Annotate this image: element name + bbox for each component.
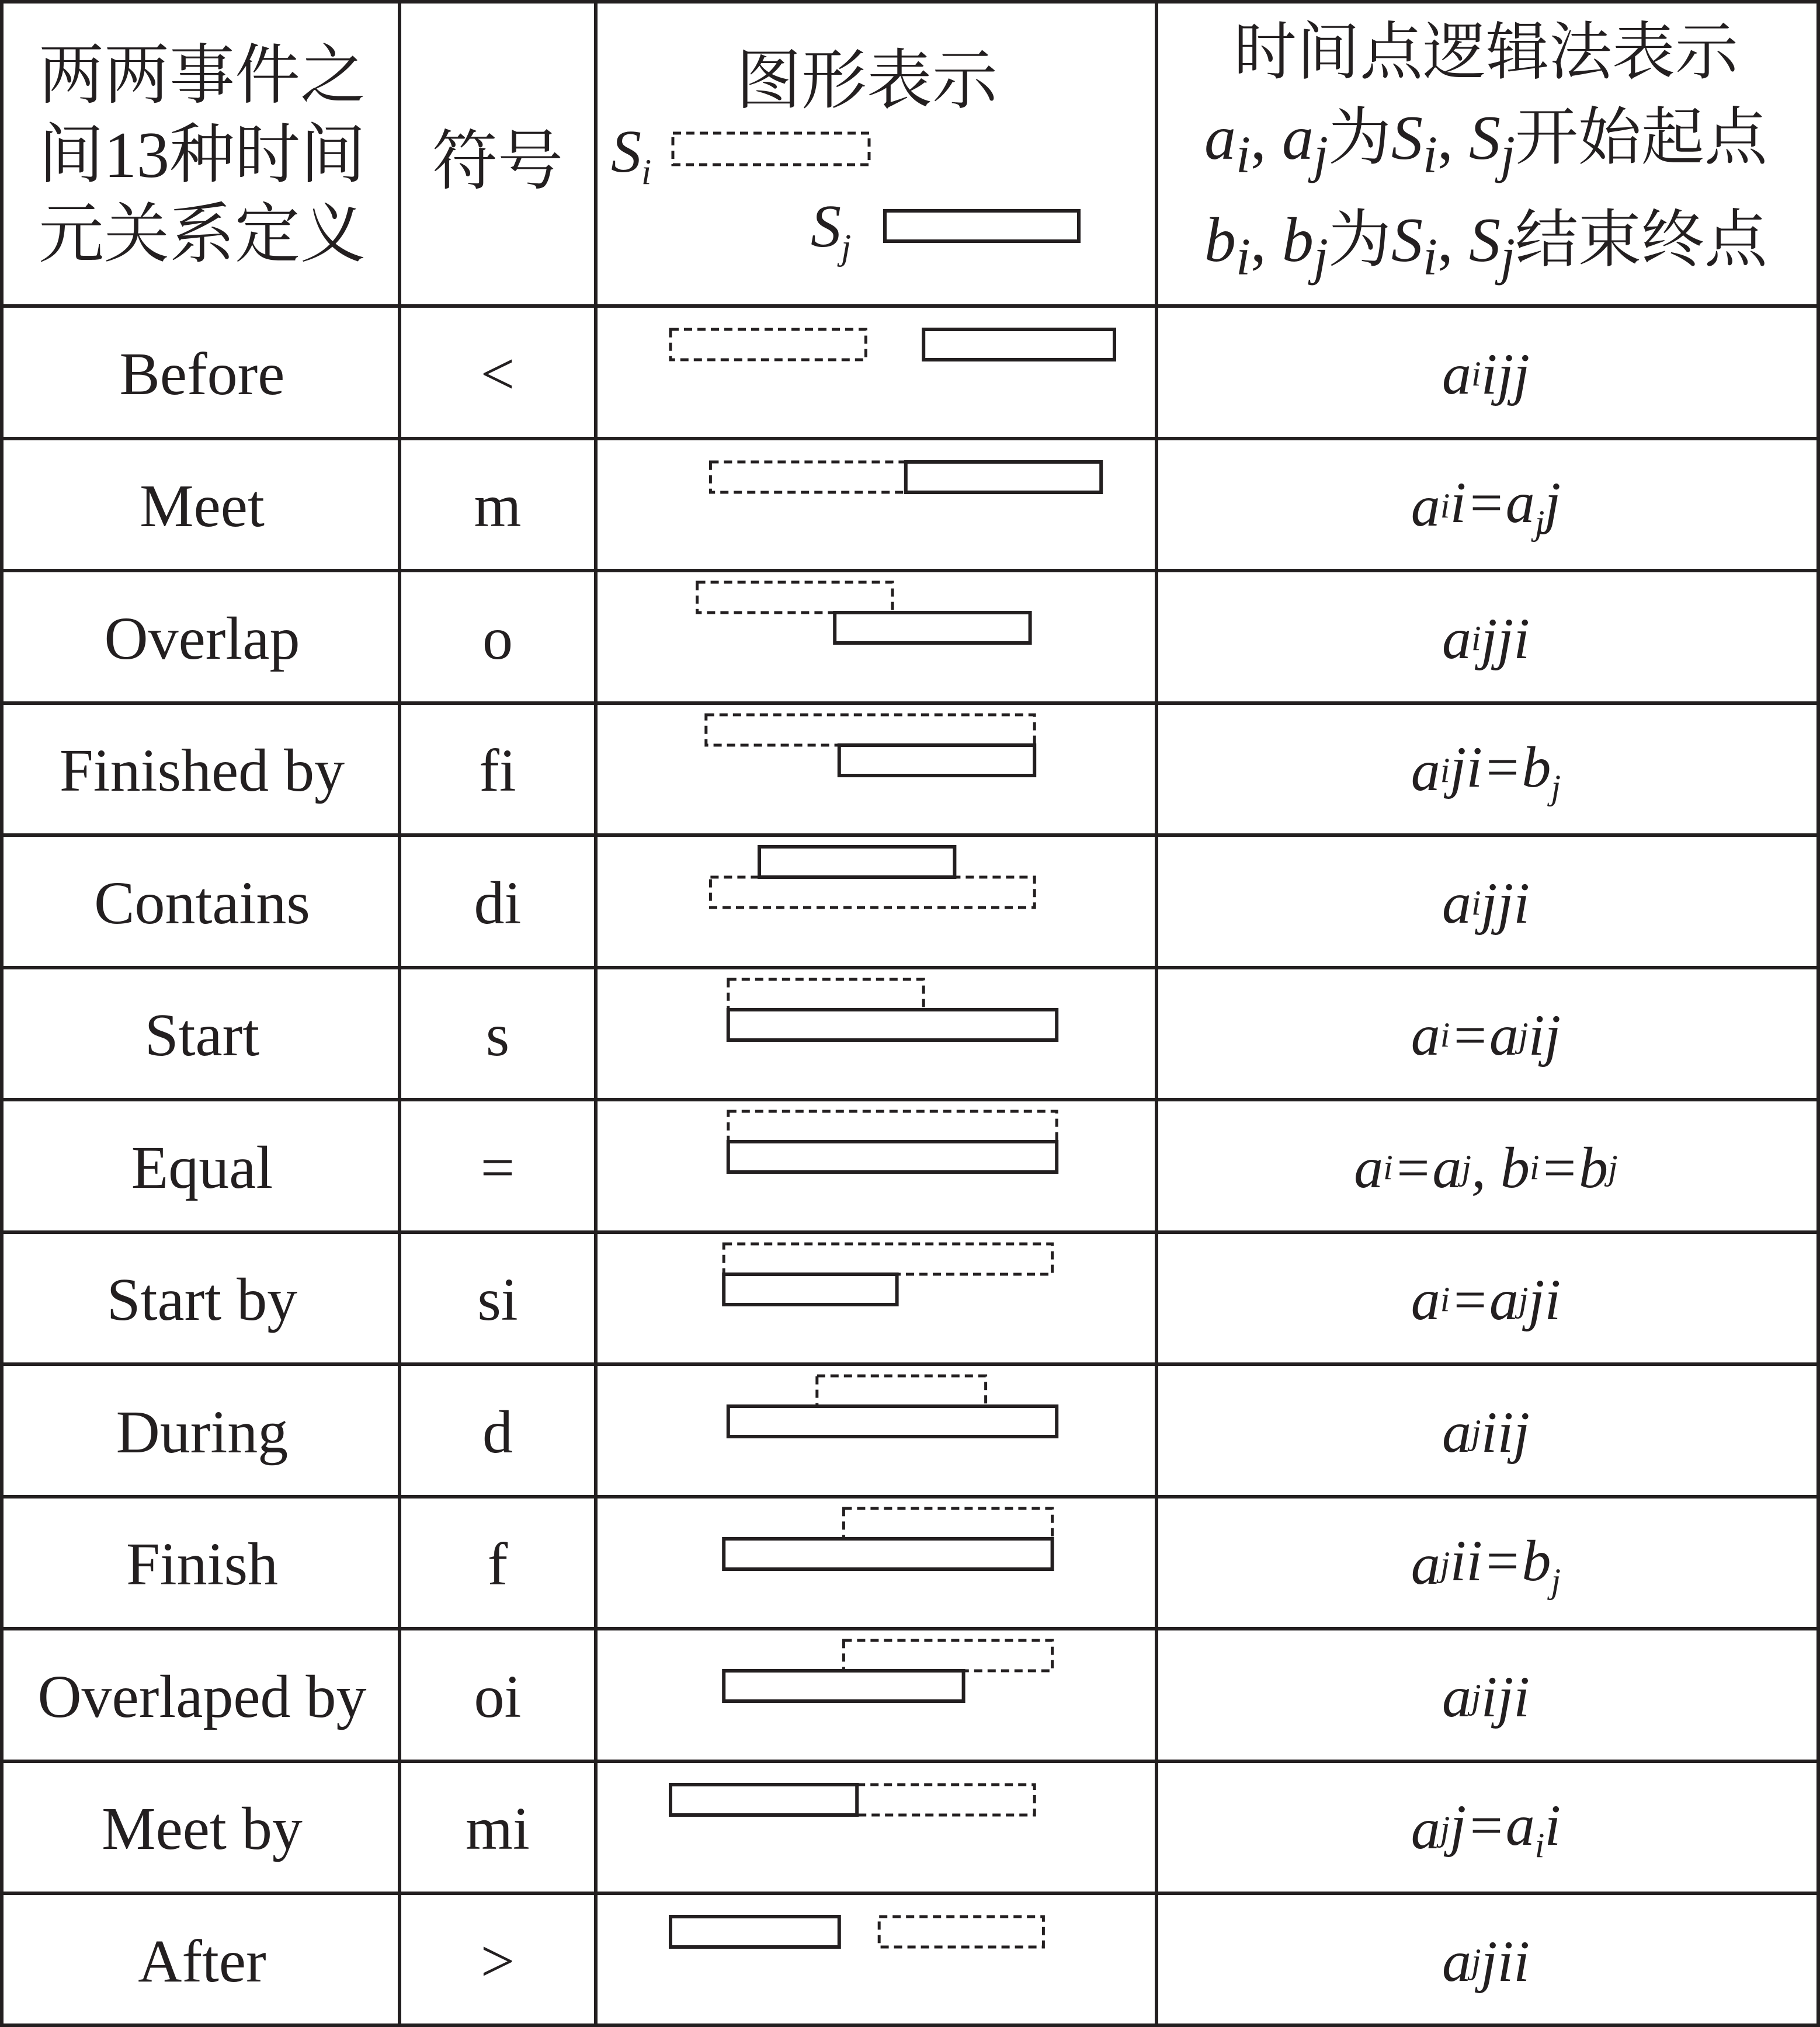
interval-si-bar [728, 979, 923, 1010]
header-symbol: 符号 [432, 125, 563, 198]
relation-diagram [665, 1893, 1120, 2026]
interval-sj-bar [724, 1671, 963, 1701]
row-divider [0, 1495, 1820, 1498]
relation-name: Start [144, 1002, 260, 1069]
interval-si-bar [843, 1640, 1052, 1671]
relation-symbol: oi [474, 1663, 522, 1730]
relation-logic: a i =a j , b i =b j [1354, 1135, 1618, 1200]
legend-si-bar [672, 132, 870, 167]
interval-sj-bar [839, 745, 1034, 776]
legend-si-label: $S_i$ [611, 118, 652, 193]
relation-name: After [138, 1927, 266, 1995]
relation-name: Overlaped by [37, 1663, 367, 1730]
relation-logic: a j $j=a_ii$ [1411, 1793, 1561, 1865]
interval-sj-bar [724, 1274, 897, 1305]
relation-name: Equal [131, 1134, 273, 1201]
relation-symbol: o [482, 604, 513, 672]
relation-logic: a j jii [1442, 1928, 1530, 1994]
interval-sj-bar [728, 1010, 1057, 1040]
interval-sj-bar [671, 1785, 857, 1815]
relation-name: Meet by [102, 1795, 303, 1863]
relation-symbol: f [487, 1531, 508, 1598]
relation-symbol: mi [466, 1795, 530, 1863]
header-logic-start-def: $a_i$, $a_j$为$S_i$, $S_j$开始起点 [1204, 103, 1768, 184]
relation-name: Start by [106, 1266, 298, 1334]
relation-logic: a i =a j ij [1411, 1003, 1561, 1068]
column-divider [398, 0, 401, 2027]
interval-si-bar [817, 1376, 986, 1406]
column-divider [594, 0, 598, 2027]
relation-name: Finished by [59, 737, 345, 805]
interval-si-bar [843, 1508, 1052, 1539]
relation-diagram [665, 306, 1120, 439]
relation-diagram [665, 703, 1120, 836]
row-divider [0, 1362, 1820, 1366]
relation-name: Finish [126, 1531, 279, 1598]
relation-logic: a i $i=a_jj$ [1411, 470, 1561, 543]
relation-diagram [665, 1364, 1120, 1497]
row-divider [0, 1760, 1820, 1763]
row-divider [0, 701, 1820, 705]
column-divider [1816, 0, 1820, 2027]
relation-name: Contains [94, 869, 310, 937]
header-logic-end-def: $b_i$, $b_j$为$S_i$, $S_j$结束终点 [1204, 206, 1768, 286]
relation-diagram [665, 1761, 1120, 1894]
row-divider [0, 1098, 1820, 1101]
interval-sj-bar [906, 462, 1101, 492]
relation-diagram [665, 1629, 1120, 1761]
row-divider [0, 1892, 1820, 1895]
relation-symbol: s [485, 1002, 510, 1069]
interval-sj-bar [923, 329, 1114, 360]
relation-logic: a j $ii=b_j$ [1411, 1528, 1561, 1601]
interval-si-bar [671, 329, 866, 360]
row-divider [0, 833, 1820, 837]
relation-diagram [665, 1100, 1120, 1232]
row-divider [0, 1230, 1820, 1234]
relation-diagram [665, 439, 1120, 571]
interval-si-bar [857, 1785, 1034, 1815]
interval-si-bar [710, 462, 905, 492]
row-divider [0, 0, 1820, 4]
relation-symbol: m [474, 472, 522, 540]
interval-sj-bar [671, 1917, 839, 1947]
relation-symbol: si [477, 1266, 518, 1334]
relation-symbol: > [480, 1927, 515, 1995]
interval-si-bar [706, 715, 1034, 745]
row-divider [0, 966, 1820, 969]
relation-name: During [116, 1398, 289, 1466]
relation-symbol: di [474, 869, 522, 937]
relation-diagram [665, 571, 1120, 703]
row-divider [0, 437, 1820, 440]
relation-logic: a i $ji=b_j$ [1411, 735, 1561, 807]
interval-sj-bar [724, 1539, 1052, 1569]
relation-logic: a i jji [1442, 606, 1530, 671]
relation-logic: a i ijj [1442, 341, 1530, 406]
interval-si-bar [724, 1244, 1052, 1274]
header-logic [1156, 5, 1815, 306]
relation-logic: a j iij [1442, 1399, 1530, 1465]
relation-logic: a i jji [1442, 870, 1530, 936]
row-divider [0, 1627, 1820, 1630]
interval-si-bar [710, 877, 1034, 908]
column-divider [0, 0, 4, 2027]
relation-diagram [665, 968, 1120, 1100]
column-divider [1155, 0, 1158, 2027]
relation-name: Overlap [104, 604, 300, 672]
relation-diagram [665, 1497, 1120, 1629]
interval-sj-bar [728, 1142, 1057, 1172]
relation-symbol: d [482, 1398, 513, 1466]
header-graph-title: 图形表示 [736, 45, 998, 117]
relation-symbol: = [480, 1134, 515, 1201]
interval-si-bar [728, 1111, 1057, 1142]
relation-logic: a j iji [1442, 1664, 1530, 1729]
row-divider [0, 2023, 1820, 2027]
relation-logic: a i =a j ji [1411, 1267, 1561, 1333]
relation-diagram [665, 1232, 1120, 1365]
relation-diagram [665, 835, 1120, 968]
relation-symbol: fi [479, 737, 516, 805]
header-definition: 两两事件之 间13种时间 元关系定义 [39, 40, 366, 271]
interval-sj-bar [728, 1406, 1057, 1437]
legend-sj-label: $S_j$ [811, 193, 852, 267]
interval-si-bar [879, 1917, 1043, 1947]
interval-si-bar [697, 582, 892, 613]
relation-name: Meet [140, 472, 265, 540]
relation-name: Before [119, 340, 285, 408]
row-divider [0, 304, 1820, 308]
row-divider [0, 569, 1820, 572]
interval-sj-bar [759, 847, 954, 877]
interval-sj-bar [835, 613, 1030, 643]
header-logic-title: 时间点逻辑法表示 [1233, 18, 1738, 88]
relation-symbol: < [480, 340, 515, 408]
legend-sj-bar [883, 209, 1082, 244]
